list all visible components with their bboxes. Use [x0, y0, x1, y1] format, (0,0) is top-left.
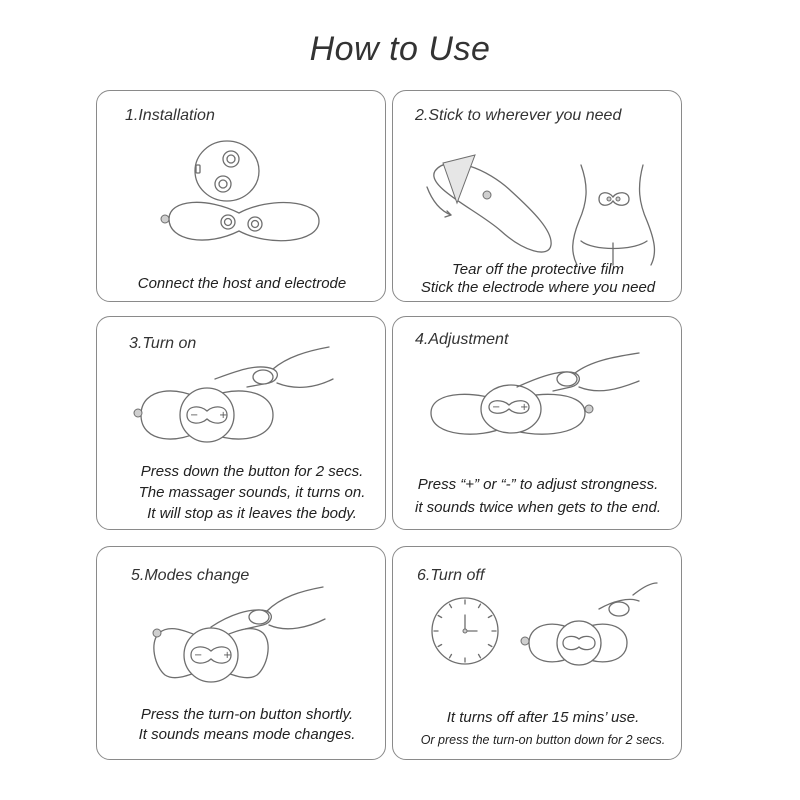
- step-caption: Tear off the protective film Stick the electrode where you need: [420, 261, 656, 296]
- step-panel-modes-change: [96, 546, 386, 760]
- step-panel-turn-off: [392, 546, 682, 760]
- minus-label: −: [190, 410, 199, 421]
- step-label: 6.Turn off: [417, 567, 485, 584]
- clock-icon: [432, 598, 498, 664]
- step-caption: It turns off after 15 mins’ use. Or press the turn-on button down for 2 secs.: [420, 709, 666, 747]
- page-title: How to Use: [309, 30, 491, 68]
- step-label: 2.Stick to wherever you need: [415, 107, 622, 124]
- step-label: 5.Modes change: [131, 567, 250, 584]
- step-panel-installation: [96, 90, 386, 302]
- step-caption: Connect the host and electrode: [137, 275, 347, 292]
- host-electrode-illustration: [97, 91, 387, 303]
- minus-label: −: [492, 402, 501, 413]
- plus-label: +: [520, 402, 529, 413]
- step-label: 3.Turn on: [129, 335, 197, 352]
- minus-label: −: [194, 650, 203, 661]
- plus-label: +: [219, 410, 228, 421]
- step-caption: Press down the button for 2 secs. The massager sounds, it turns on. It will stop as it leaves the body.: [138, 463, 366, 522]
- step-caption: Press “+” or “-” to adjust strongness. it sounds twice when gets to the end.: [415, 476, 661, 516]
- step-panel-turn-on: [96, 316, 386, 530]
- step-label: 4.Adjustment: [415, 331, 509, 348]
- step-caption: Press the turn-on button shortly. It sounds means mode changes.: [138, 706, 356, 743]
- step-panel-stick: [392, 90, 682, 302]
- step-panel-adjustment: [392, 316, 682, 530]
- plus-label: +: [223, 650, 232, 661]
- step-label: 1.Installation: [125, 107, 215, 124]
